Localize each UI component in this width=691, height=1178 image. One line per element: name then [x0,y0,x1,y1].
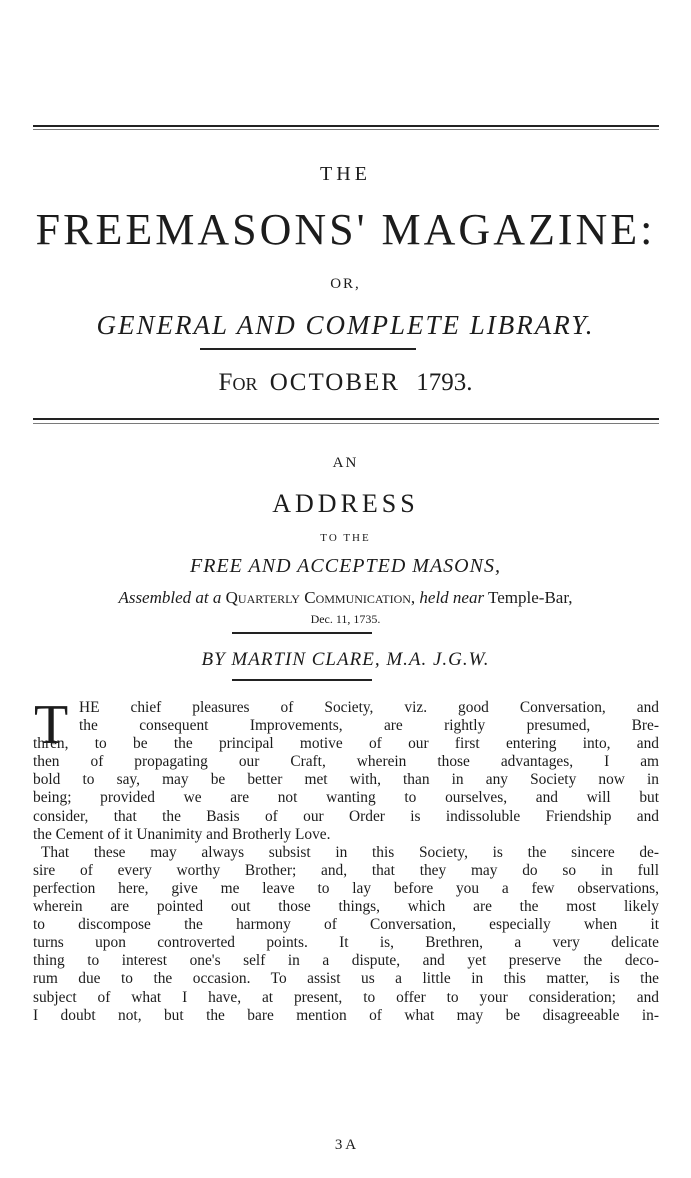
issue-line [0,368,691,398]
assembled-line [0,587,691,609]
body-line: I doubt not, but the bare mention of what may be disagreeable in- [33,1006,659,1024]
body-line: being; provided we are not wanting to ourselves, and will but [33,789,659,807]
issue-year: 1793. [416,369,473,396]
or-text: OR, [330,276,361,292]
address-to-the: TO THE [320,532,371,544]
issue-for: For [218,369,258,396]
body-line: the Cement of it Unanimity and Brotherly Love. [33,825,331,843]
drop-cap: T [34,694,69,756]
body-text [33,694,659,1025]
body-line: turns upon controverted points. It is, Brethren, a very delicate [33,934,659,952]
signature-mark: 3 A [334,1137,357,1153]
body-line: wherein are pointed out those things, which are the most likely [33,898,659,916]
body-line: subject of what I have, at present, to offer to your consideration; and [33,988,659,1006]
body-line: HE chief pleasures of Society, viz. good Conversation, and [79,699,659,716]
address-heading: ADDRESS [272,489,419,518]
the-heading: THE [320,163,371,185]
top-rule-thin [33,129,659,130]
body-line: bold to say, may be better met with, than in any Society now in [33,771,659,789]
body-line: the consequent Improvements, are rightly presumed, Bre- [79,717,659,735]
body-line: then of propagating our Craft, wherein those advantages, I am [33,753,659,771]
magazine-subtitle: GENERAL AND COMPLETE LIBRARY. [96,310,595,340]
address-audience: FREE AND ACCEPTED MASONS, [190,555,501,577]
issue-rule-thin [33,423,659,424]
assembled-b: Quarterly Communication, [225,588,416,607]
top-rule [33,125,659,127]
magazine-title: FREEMASONS' MAGAZINE: [35,205,656,254]
body-line: rum due to the occasion. To assist us a little in this matter, is the [33,970,659,988]
issue-rule [33,418,659,420]
assembled-c: held near [419,588,485,607]
address-date: Dec. 11, 1735. [310,612,381,626]
subtitle-rule [200,348,416,350]
assembled-a: Assembled at a [118,588,222,607]
issue-month: OCTOBER [269,369,400,396]
assembled-d: Temple-Bar, [488,588,573,607]
date-rule [232,632,372,634]
address-byline: BY MARTIN CLARE, M.A. J.G.W. [201,649,490,670]
body-line: thing to interest one's self in a dispute, and yet preserve the deco- [33,952,659,970]
body-line: to discompose the harmony of Conversation, especially when it [33,916,659,934]
body-line: thren, to be the principal motive of our first entering into, and [33,735,659,753]
byline-rule [232,679,372,681]
body-line: perfection here, give me leave to lay before you a few observations, [33,879,659,897]
address-an: AN [332,455,359,471]
body-line: consider, that the Basis of our Order is indissoluble Friendship and [33,807,659,825]
body-line: That these may always subsist in this Society, is the sincere de- [41,843,659,861]
body-line: sire of every worthy Brother; and, that they may do so in full [33,861,659,879]
